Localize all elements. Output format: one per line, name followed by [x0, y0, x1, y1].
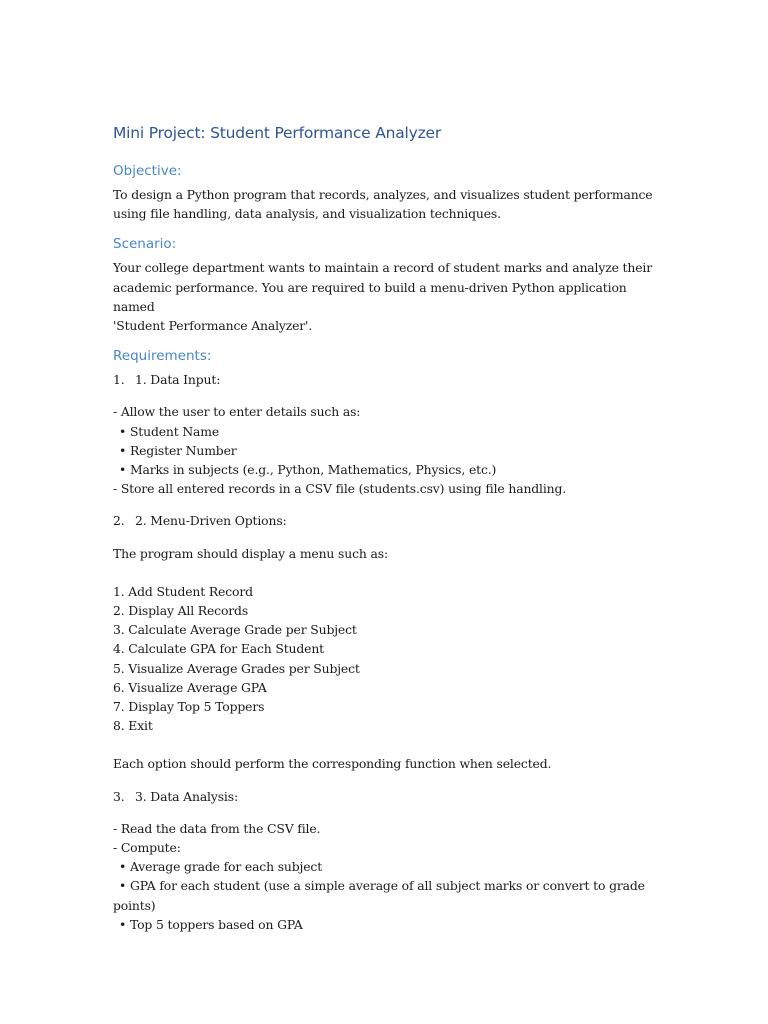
bullet-item: • Student Name [119, 423, 220, 439]
scenario-line: Your college department wants to maintain a record of student marks and analyze their [113, 260, 652, 276]
menu-option: 1. Add Student Record [113, 583, 253, 599]
requirement-2-label: 2. Menu-Driven Options: [135, 513, 287, 529]
menu-option: 7. Display Top 5 Toppers [113, 699, 265, 715]
bullet-item: • Marks in subjects (e.g., Python, Mathematics, Physics, etc.) [119, 462, 497, 478]
requirement-line: - Read the data from the CSV file. [113, 820, 321, 836]
requirement-2-number: 2. [113, 513, 125, 529]
menu-option: 8. Exit [113, 718, 153, 734]
requirement-1-heading [113, 370, 658, 389]
bullet-item: • Average grade for each subject [119, 859, 323, 875]
objective-paragraph [113, 185, 658, 223]
requirement-3-body [113, 819, 658, 934]
objective-line: To design a Python program that records, analyzes, and visualizes student performance [113, 187, 653, 202]
requirement-1-body [113, 402, 658, 498]
scenario-line: 'Student Performance Analyzer'. [113, 318, 313, 334]
bullet-item: • Top 5 toppers based on GPA [119, 916, 303, 932]
document-body [113, 124, 658, 934]
requirement-line: - Store all entered records in a CSV file (students.csv) using file handling. [113, 481, 567, 497]
menu-list [113, 582, 658, 736]
scenario-heading: Scenario: [113, 236, 177, 253]
scenario-line: academic performance. You are required to build a menu-driven Python application named [113, 279, 627, 314]
menu-option: 6. Visualize Average GPA [113, 679, 267, 695]
requirement-2-heading [113, 511, 658, 530]
objective-heading: Objective: [113, 163, 182, 179]
requirement-1-label: 1. Data Input: [135, 372, 221, 388]
objective-line: using file handling, data analysis, and visualization techniques. [113, 206, 501, 222]
menu-option: 4. Calculate GPA for Each Student [113, 641, 325, 657]
requirement-3-heading [113, 787, 658, 806]
menu-outro: Each option should perform the corresponding function when selected. [113, 756, 552, 772]
requirements-heading: Requirements: [113, 348, 212, 365]
menu-option: 3. Calculate Average Grade per Subject [113, 622, 357, 638]
bullet-item: • GPA for each student (use a simple average of all subject marks or convert to grade [119, 878, 645, 894]
requirement-line: - Allow the user to enter details such as: [113, 404, 361, 420]
menu-option: 5. Visualize Average Grades per Subject [113, 660, 360, 676]
requirement-line: - Compute: [113, 840, 181, 856]
requirement-3-label: 3. Data Analysis: [135, 788, 238, 804]
menu-option: 2. Display All Records [113, 603, 249, 619]
bullet-continuation: points) [113, 897, 156, 913]
requirement-1-number: 1. [113, 372, 125, 388]
menu-intro: The program should display a menu such as: [113, 545, 388, 561]
document-title: Mini Project: Student Performance Analyzer [113, 124, 442, 142]
bullet-item: • Register Number [119, 442, 237, 458]
scenario-paragraph [113, 258, 658, 335]
requirement-3-number: 3. [113, 788, 125, 804]
